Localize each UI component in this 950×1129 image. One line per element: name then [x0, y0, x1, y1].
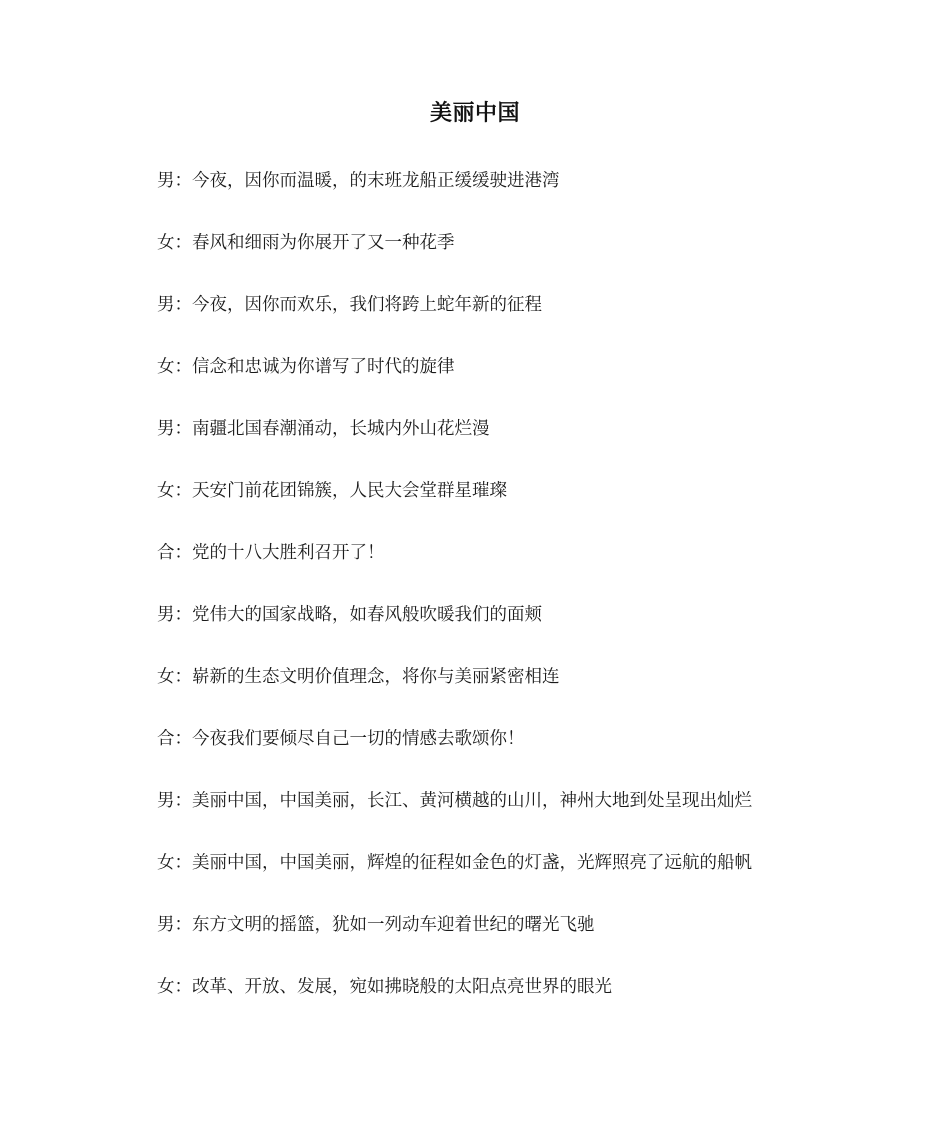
- dialogue-lines: [157, 168, 857, 1036]
- speaker-separator: ：: [174, 791, 192, 811]
- speaker-separator: ：: [174, 295, 192, 315]
- line-text: 今夜，因你而欢乐，我们将跨上蛇年新的征程: [192, 295, 542, 315]
- speaker-separator: ：: [174, 543, 192, 563]
- line-text: 党的十八大胜利召开了！: [192, 543, 385, 563]
- speaker-label: 女: [157, 481, 175, 501]
- line-text: 春风和细雨为你展开了又一种花季: [192, 233, 455, 253]
- line-text: 信念和忠诚为你谱写了时代的旋律: [192, 357, 455, 377]
- dialogue-line: [157, 726, 857, 788]
- speaker-label: 女: [157, 357, 175, 377]
- line-text: 改革、开放、发展，宛如拂晓般的太阳点亮世界的眼光: [192, 977, 612, 997]
- line-text: 美丽中国，中国美丽，辉煌的征程如金色的灯盏，光辉照亮了远航的船帆: [192, 853, 752, 873]
- line-text: 崭新的生态文明价值理念，将你与美丽紧密相连: [192, 667, 560, 687]
- dialogue-line: [157, 974, 857, 1036]
- speaker-separator: ：: [174, 233, 192, 253]
- dialogue-line: [157, 912, 857, 974]
- speaker-separator: ：: [174, 481, 192, 501]
- speaker-separator: ：: [174, 853, 192, 873]
- line-text: 党伟大的国家战略，如春风般吹暖我们的面颊: [192, 605, 542, 625]
- line-text: 美丽中国，中国美丽，长江、黄河横越的山川，神州大地到处呈现出灿烂: [192, 791, 752, 811]
- speaker-label: 男: [157, 605, 175, 625]
- speaker-separator: ：: [174, 171, 192, 191]
- dialogue-line: [157, 478, 857, 540]
- dialogue-line: [157, 416, 857, 478]
- speaker-separator: ：: [174, 419, 192, 439]
- speaker-label: 男: [157, 791, 175, 811]
- speaker-separator: ：: [174, 915, 192, 935]
- line-text: 南疆北国春潮涌动，长城内外山花烂漫: [192, 419, 490, 439]
- speaker-separator: ：: [174, 977, 192, 997]
- document-title: 美丽中国: [429, 101, 520, 126]
- speaker-label: 女: [157, 667, 175, 687]
- speaker-label: 男: [157, 295, 175, 315]
- speaker-label: 合: [157, 543, 175, 563]
- speaker-separator: ：: [174, 729, 192, 749]
- dialogue-line: [157, 354, 857, 416]
- dialogue-line: [157, 788, 857, 850]
- line-text: 今夜我们要倾尽自己一切的情感去歌颂你！: [192, 729, 525, 749]
- speaker-separator: ：: [174, 357, 192, 377]
- speaker-label: 男: [157, 171, 175, 191]
- dialogue-line: [157, 850, 857, 912]
- speaker-separator: ：: [174, 605, 192, 625]
- speaker-separator: ：: [174, 667, 192, 687]
- speaker-label: 女: [157, 853, 175, 873]
- speaker-label: 女: [157, 977, 175, 997]
- speaker-label: 女: [157, 233, 175, 253]
- dialogue-line: [157, 602, 857, 664]
- dialogue-line: [157, 540, 857, 602]
- speaker-label: 合: [157, 729, 175, 749]
- line-text: 今夜，因你而温暖，的末班龙船正缓缓驶进港湾: [192, 171, 560, 191]
- speaker-label: 男: [157, 915, 175, 935]
- line-text: 天安门前花团锦簇，人民大会堂群星璀璨: [192, 481, 507, 501]
- speaker-label: 男: [157, 419, 175, 439]
- dialogue-line: [157, 168, 857, 230]
- line-text: 东方文明的摇篮，犹如一列动车迎着世纪的曙光飞驰: [192, 915, 595, 935]
- dialogue-line: [157, 292, 857, 354]
- dialogue-line: [157, 230, 857, 292]
- dialogue-line: [157, 664, 857, 726]
